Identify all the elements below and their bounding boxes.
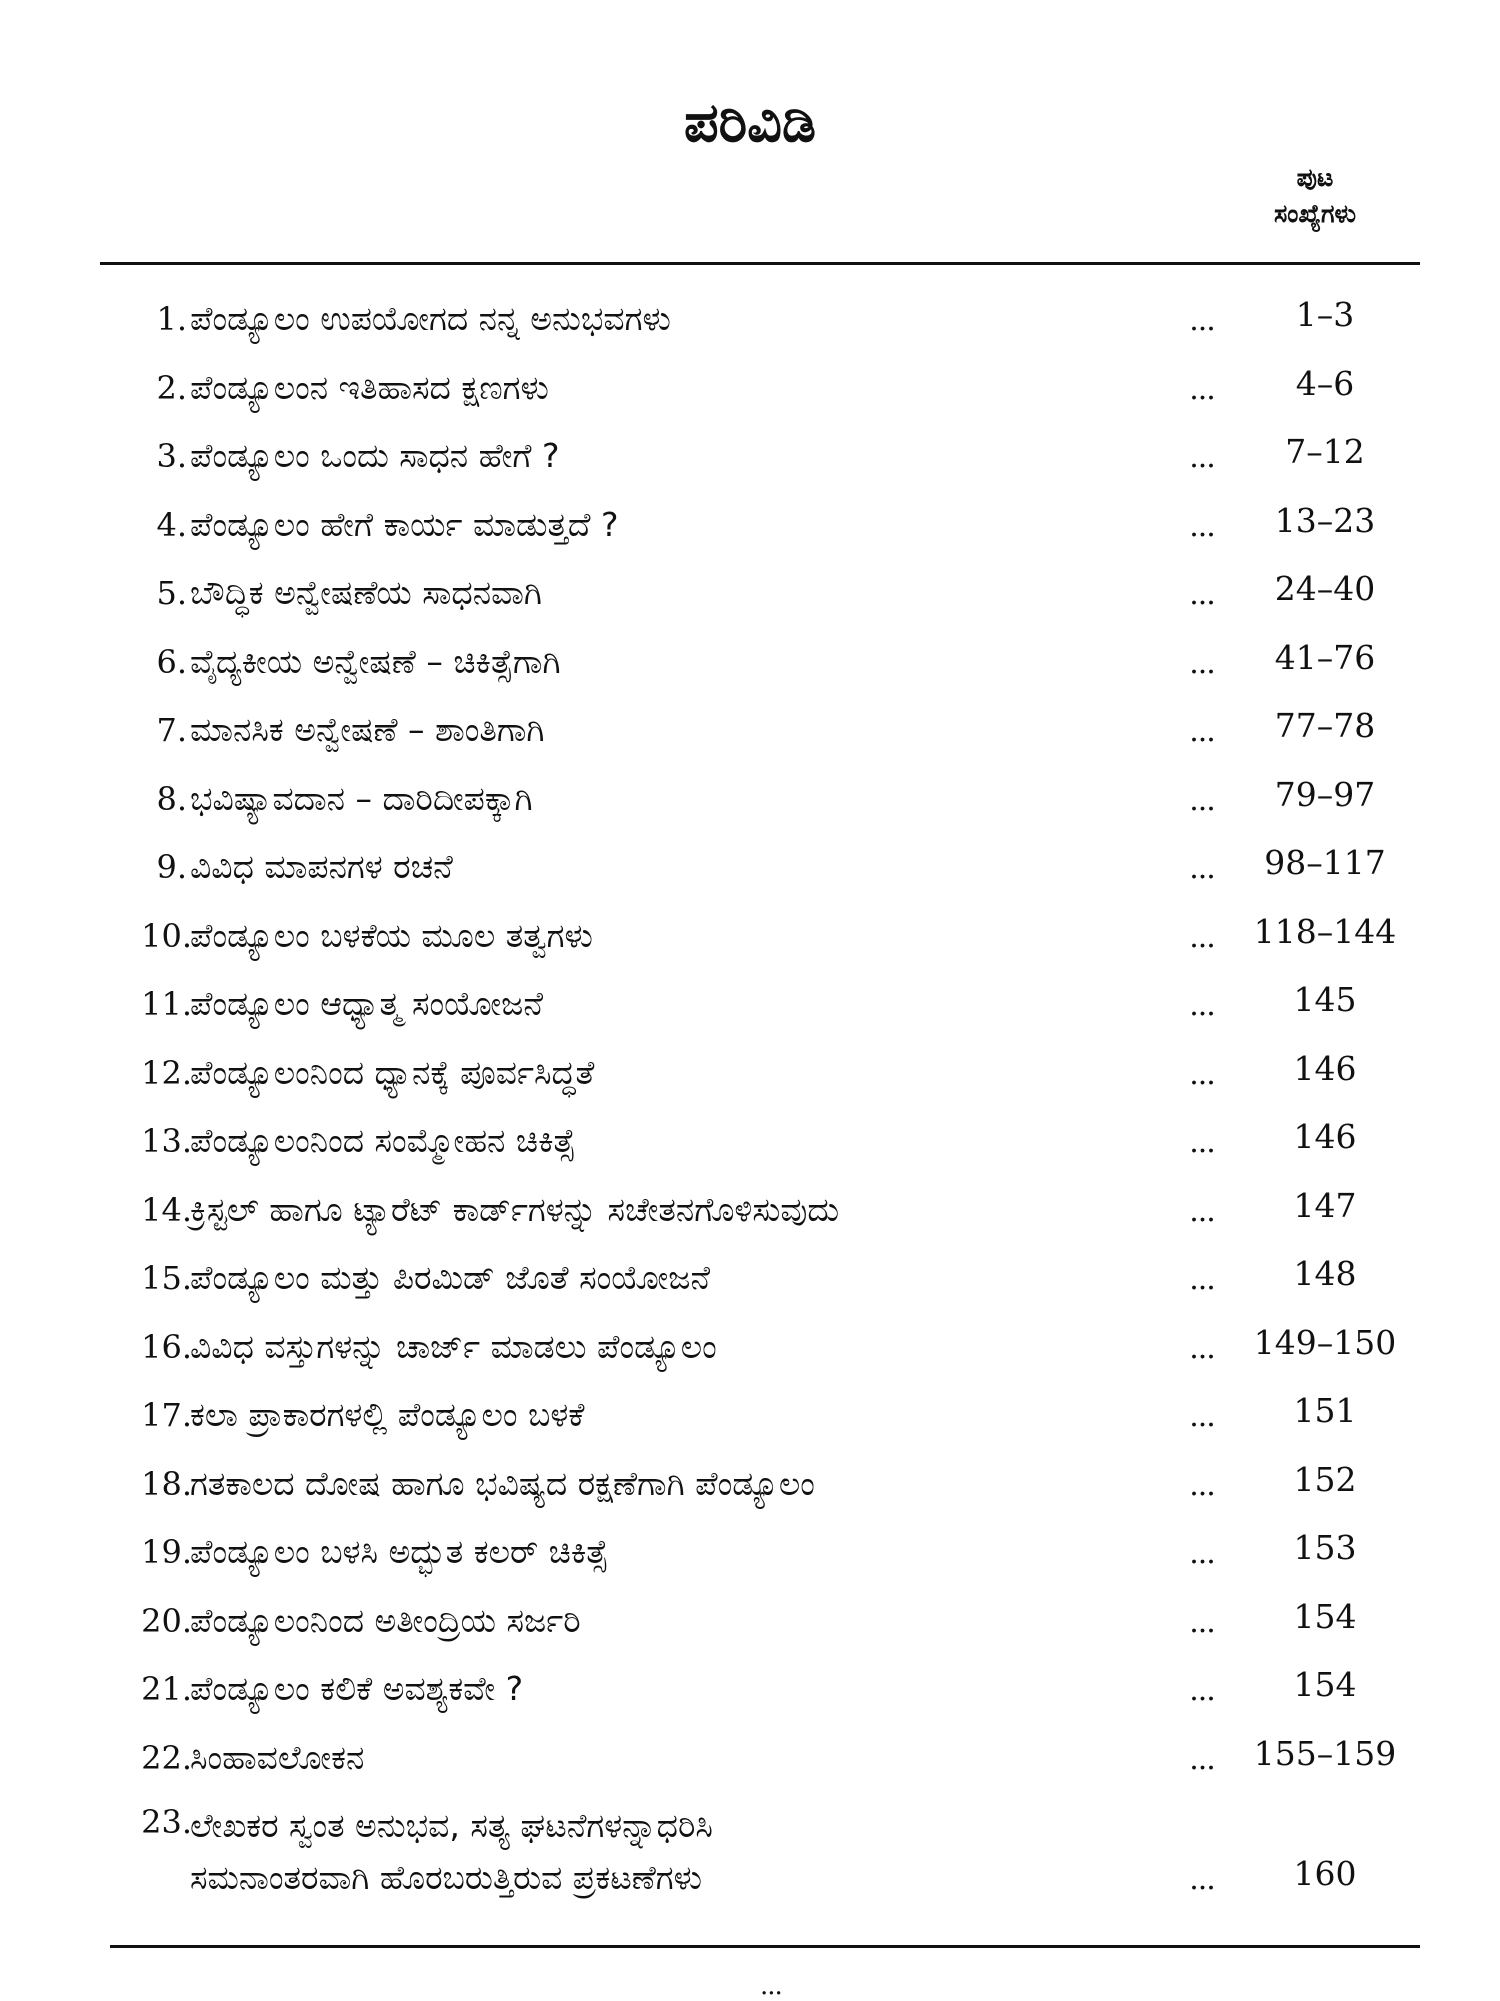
entry-leader: ... [1189, 440, 1215, 475]
entry-pages: 160 [1293, 1854, 1357, 1893]
entry-pages: 145 [1293, 980, 1357, 1019]
page-footer-marker: ... [760, 1971, 782, 2001]
top-divider [100, 262, 1420, 265]
entry-title: ಪೆಂಡ್ಯೂಲಂನಿಂದ ಅತೀಂದ್ರಿಯ ಸರ್ಜರಿ [190, 1600, 581, 1640]
toc-entry [0, 1792, 1500, 1922]
entry-leader: ... [1189, 782, 1215, 818]
entry-number: 9. [156, 848, 187, 886]
table-of-contents [0, 285, 1500, 1922]
entry-title: ಪೆಂಡ್ಯೂಲಂ ಮತ್ತು ಪಿರಮಿಡ್ ಜೊತೆ ಸಂಯೋಜನೆ [190, 1258, 711, 1297]
entry-pages: 146 [1293, 1117, 1357, 1156]
entry-leader: ... [1189, 1741, 1215, 1777]
entry-number: 5. [156, 574, 187, 612]
entry-number: 19. [141, 1533, 192, 1571]
entry-pages: 154 [1293, 1665, 1357, 1704]
entry-number: 17. [141, 1396, 192, 1434]
entry-title: ಪೆಂಡ್ಯೂಲಂನ ಇತಿಹಾಸದ ಕ್ಷಣಗಳು [190, 367, 549, 407]
entry-pages: 13–23 [1274, 500, 1376, 540]
entry-number: 21. [141, 1670, 192, 1708]
entry-title: ಗತಕಾಲದ ದೋಷ ಹಾಗೂ ಭವಿಷ್ಯದ ರಕ್ಷಣೆಗಾಗಿ ಪೆಂಡ್ಯೂಲಂ [190, 1463, 815, 1503]
entry-pages: 152 [1293, 1459, 1357, 1499]
entry-pages: 41–76 [1274, 637, 1376, 677]
entry-number: 20. [141, 1601, 192, 1640]
toc-entry [0, 970, 1500, 1039]
page-column-header-line2: ಸಂಖ್ಯೆಗಳು [1273, 199, 1357, 228]
entry-title [190, 1800, 1180, 1904]
entry-leader: ... [1189, 1467, 1215, 1503]
toc-entry [0, 1381, 1500, 1450]
entry-title-line1: ಲೇಖಕರ ಸ್ವಂತ ಅನುಭವ, ಸತ್ಯ ಘಟನೆಗಳನ್ನಾಧರಿಸಿ [190, 1806, 713, 1845]
toc-entry [0, 765, 1500, 834]
toc-entry [0, 696, 1500, 765]
toc-entry [0, 285, 1500, 354]
entry-number: 13. [141, 1122, 192, 1160]
entry-leader: ... [1189, 851, 1215, 886]
toc-entry [0, 559, 1500, 628]
entry-title: ಬೌದ್ಧಿಕ ಅನ್ವೇಷಣೆಯ ಸಾಧನವಾಗಿ [190, 573, 542, 612]
toc-entry [0, 1313, 1500, 1382]
toc-entry [0, 491, 1500, 560]
toc-entry [0, 354, 1500, 423]
toc-entry [0, 1107, 1500, 1176]
entry-number: 12. [141, 1053, 192, 1092]
entry-number: 18. [141, 1464, 192, 1503]
entry-leader: ... [1189, 714, 1215, 749]
entry-title: ಮಾನಸಿಕ ಅನ್ವೇಷಣೆ – ಶಾಂತಿಗಾಗಿ [190, 710, 545, 749]
entry-leader: ... [1189, 1193, 1215, 1229]
entry-title: ವಿವಿಧ ವಸ್ತುಗಳನ್ನು ಚಾರ್ಜ್ ಮಾಡಲು ಪೆಂಡ್ಯೂಲಂ [190, 1326, 717, 1366]
entry-title: ಕ್ರಿಸ್ಟಲ್ ಹಾಗೂ ಟ್ಯಾರೆಟ್ ಕಾರ್ಡ್‌ಗಳನ್ನು ಸಚೇತನಗೊಳಿಸುವುದು [190, 1189, 840, 1229]
toc-entry [0, 1587, 1500, 1656]
entry-leader: ... [1189, 1862, 1215, 1897]
entry-leader: ... [1189, 919, 1215, 955]
toc-entry [0, 1724, 1500, 1793]
entry-leader: ... [1189, 1399, 1215, 1434]
toc-entry [0, 1039, 1500, 1108]
toc-entry [0, 1655, 1500, 1724]
entry-number: 7. [156, 711, 187, 749]
entry-title: ಪೆಂಡ್ಯೂಲಂ ಬಳಕೆಯ ಮೂಲ ತತ್ವಗಳು [190, 915, 593, 955]
entry-number: 23. [141, 1803, 192, 1841]
entry-pages: 146 [1293, 1048, 1357, 1088]
entry-leader: ... [1189, 1056, 1215, 1092]
entry-leader: ... [1189, 577, 1215, 612]
entry-number: 8. [156, 779, 187, 818]
toc-entry [0, 1450, 1500, 1519]
entry-title: ಪೆಂಡ್ಯೂಲಂ ಹೇಗೆ ಕಾರ್ಯ ಮಾಡುತ್ತದೆ ? [190, 504, 619, 544]
entry-number: 3. [156, 437, 187, 475]
entry-title: ವೈದ್ಯಕೀಯ ಅನ್ವೇಷಣೆ – ಚಿಕಿತ್ಸೆಗಾಗಿ [190, 641, 561, 681]
entry-title: ವಿವಿಧ ಮಾಪನಗಳ ರಚನೆ [190, 847, 453, 886]
entry-title: ಪೆಂಡ್ಯೂಲಂನಿಂದ ಧ್ಯಾನಕ್ಕೆ ಪೂರ್ವಸಿದ್ಧತೆ [190, 1052, 595, 1092]
entry-title: ಪೆಂಡ್ಯೂಲಂ ಆಧ್ಯಾತ್ಮ ಸಂಯೋಜನೆ [190, 984, 544, 1023]
entry-pages: 148 [1293, 1254, 1357, 1293]
entry-number: 11. [141, 985, 192, 1023]
entry-number: 4. [156, 505, 187, 544]
toc-entry [0, 422, 1500, 491]
entry-number: 16. [141, 1327, 192, 1366]
entry-pages: 1–3 [1295, 295, 1355, 334]
entry-title: ಕಲಾ ಪ್ರಾಕಾರಗಳಲ್ಲಿ ಪೆಂಡ್ಯೂಲಂ ಬಳಕೆ [190, 1395, 585, 1434]
entry-leader: ... [1189, 1330, 1215, 1366]
toc-entry [0, 833, 1500, 902]
entry-leader: ... [1189, 1604, 1215, 1640]
entry-number: 10. [141, 916, 192, 955]
entry-title: ಪೆಂಡ್ಯೂಲಂನಿಂದ ಸಂಮ್ಮೋಹನ ಚಿಕಿತ್ಸೆ [190, 1121, 576, 1160]
entry-pages: 155–159 [1253, 1733, 1397, 1773]
entry-pages: 153 [1293, 1528, 1357, 1567]
toc-entry [0, 1176, 1500, 1245]
entry-pages: 7–12 [1285, 432, 1365, 471]
entry-number: 14. [141, 1190, 192, 1229]
toc-entry [0, 1244, 1500, 1313]
entry-pages: 149–150 [1253, 1322, 1397, 1362]
toc-entry [0, 902, 1500, 971]
entry-pages: 98–117 [1264, 843, 1386, 882]
toc-entry [0, 1518, 1500, 1587]
page-title: ಪರಿವಿಡಿ [684, 91, 816, 154]
entry-leader: ... [1189, 988, 1215, 1023]
entry-leader: ... [1189, 1536, 1215, 1571]
entry-pages: 79–97 [1274, 774, 1376, 814]
page-column-header [1230, 160, 1400, 232]
entry-leader: ... [1189, 508, 1215, 544]
entry-number: 15. [141, 1259, 192, 1297]
entry-title: ಪೆಂಡ್ಯೂಲಂ ಒಂದು ಸಾಧನ ಹೇಗೆ ? [190, 436, 560, 475]
entry-number: 1. [156, 300, 187, 338]
entry-title-line2: ಸಮನಾಂತರವಾಗಿ ಹೊರಬರುತ್ತಿರುವ ಪ್ರಕಟಣೆಗಳು [190, 1858, 703, 1897]
entry-leader: ... [1189, 303, 1215, 338]
entry-pages: 4–6 [1295, 363, 1355, 403]
entry-leader: ... [1189, 645, 1215, 681]
entry-title: ಪೆಂಡ್ಯೂಲಂ ಬಳಸಿ ಅದ್ಭುತ ಕಲರ್ ಚಿಕಿತ್ಸೆ [190, 1532, 609, 1571]
entry-pages: 147 [1293, 1185, 1357, 1225]
entry-pages: 118–144 [1253, 911, 1397, 951]
page-column-header-line1: ಪುಟ [1296, 163, 1334, 192]
entry-leader: ... [1189, 1125, 1215, 1160]
entry-pages: 154 [1293, 1596, 1357, 1636]
bottom-divider [110, 1945, 1420, 1948]
entry-number: 22. [141, 1738, 192, 1777]
entry-number: 2. [156, 368, 187, 407]
entry-title: ಸಿಂಹಾವಲೋಕನ [190, 1737, 365, 1777]
entry-title: ಪೆಂಡ್ಯೂಲಂ ಕಲಿಕೆ ಅವಶ್ಯಕವೇ ? [190, 1669, 524, 1708]
entry-title: ಪೆಂಡ್ಯೂಲಂ ಉಪಯೋಗದ ನನ್ನ ಅನುಭವಗಳು [190, 299, 671, 338]
entry-number: 6. [156, 642, 187, 681]
entry-leader: ... [1189, 1673, 1215, 1708]
entry-title: ಭವಿಷ್ಯಾವದಾನ – ದಾರಿದೀಪಕ್ಕಾಗಿ [190, 778, 533, 818]
entry-leader: ... [1189, 1262, 1215, 1297]
entry-pages: 24–40 [1274, 569, 1376, 608]
entry-pages: 77–78 [1274, 706, 1376, 745]
entry-pages: 151 [1293, 1391, 1357, 1430]
entry-leader: ... [1189, 371, 1215, 407]
toc-entry [0, 628, 1500, 697]
